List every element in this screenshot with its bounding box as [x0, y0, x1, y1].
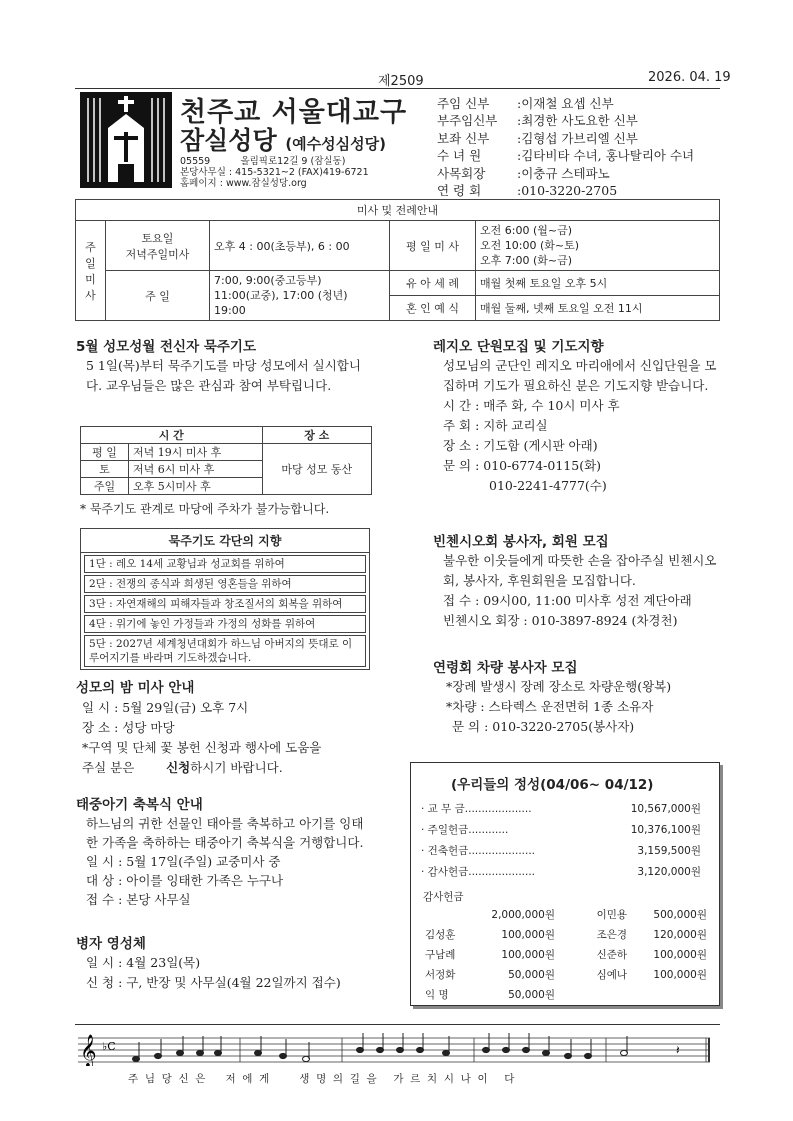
- blessing-body: 하느님의 귀한 선물인 태아를 축복하고 아기를 잉태 한 가족을 축하하는 태중아기 축복식을 거행합니다. 일 시 : 5월 17일(주일) 교중미사 중 대 상 : 아이를 잉태한 가족은 누구나 접 수 : 본당 사무실: [86, 816, 364, 907]
- parish-name-line2: 잠실성당 (예수성심성당): [180, 126, 386, 155]
- music-lyrics: 주 님 당 신 은 저 에 게 생 명 의 길 을 가 르 치 시 나 이 다: [128, 1073, 515, 1085]
- staff-person: 이충규 스테파노: [521, 165, 610, 181]
- sick-communion-title: 병자 영성체: [76, 936, 146, 952]
- intention-item: 3단 : 자연재해의 피해자들과 창조질서의 회복을 위하여: [84, 595, 366, 613]
- wedding-label: 혼 인 예 식: [390, 296, 476, 321]
- staff-person: 김형섭 가브리엘 신부: [521, 130, 638, 146]
- rosary-day: 토: [81, 461, 129, 478]
- vincent-body: 불우한 이웃들에게 따뜻한 손을 잡아주실 빈첸시오회, 봉사자, 후원회원을 모집합니다. 접 수 : 09시00, 11:00 미사후 성전 계단아래 빈첸시오 회장 : 010-3897-8924 (차경천): [443, 553, 717, 628]
- sick-communion-body: 일 시 : 4월 23일(목) 신 청 : 구, 반장 및 사무실(4월 22일까지 접수): [86, 955, 341, 990]
- offering-list: · 교 무 금 .................... 10,567,000원 · 주일헌금 ............ 10,376,100원 · 건축헌금 .................... 3,159,500원 · 감사헌금 .................... 3,120,000원: [421, 803, 701, 878]
- rosary-title: 5월 성모성월 전신자 묵주기도: [76, 339, 256, 355]
- sunday-mass-label: 주일 미사: [76, 221, 106, 321]
- blessing-title: 태중아기 축복식 안내: [76, 797, 203, 813]
- offering-box: [410, 762, 720, 1006]
- staff-role: 보좌 신부: [437, 130, 490, 146]
- intentions-title: 묵주기도 각단의 지향: [81, 529, 369, 553]
- rosary-intentions-box: [80, 528, 370, 670]
- staff-person: 최경한 사도요한 신부: [521, 113, 638, 129]
- music-staff: [78, 1030, 710, 1066]
- rosary-time-header: 시 간: [81, 427, 263, 444]
- parish-address: 05559 올림픽로12길 9 (잠실동): [180, 156, 346, 167]
- footer-rule: [75, 1024, 720, 1025]
- church-logo: [80, 92, 172, 188]
- issue-number: 제2509: [378, 74, 424, 89]
- yeonryeong-body: *장례 발생시 장례 장소로 차량운행(왕복) *차량 : 스타렉스 운전면허 1종 소유자 문 의 : 010-3220-2705(봉사자): [446, 679, 672, 734]
- staff-person: 이재철 요셉 신부: [521, 96, 614, 111]
- legio-title: 레지오 단원모집 및 기도지향: [433, 339, 604, 355]
- sunday-label: 주 일: [106, 271, 210, 321]
- rosary-time: 오후 5시미사 후: [129, 478, 263, 495]
- staff-list: 주임 신부 : 이재철 요셉 신부 부주임신부 : 최경한 사도요한 신부 보좌 신부 : 김형섭 가브리엘 신부 수 녀 원 : 김타비타 수녀, 홍나탈리아 수녀 사목회장 : 이충규 스테파노 연 령 회 : 010-3220-2705: [437, 96, 695, 199]
- svg-text:♭C: ♭C: [102, 1040, 116, 1053]
- weekday-label: 평 일 미 사: [390, 221, 476, 271]
- sunday-times: 7:00, 9:00(중고등부) 11:00(교중), 17:00 (청년) 19:00: [210, 271, 390, 321]
- rosary-parking-note: * 묵주기도 관계로 마당에 주차가 불가능합니다.: [80, 502, 330, 516]
- offering-title: (우리들의 정성(04/06~ 04/12): [451, 777, 654, 793]
- staff-role: 부주임신부: [437, 113, 498, 129]
- mass-table-title: 미사 및 전례안내: [76, 200, 720, 221]
- intention-item: 5단 : 2027년 세계청년대회가 하느님 아버지의 뜻대로 이루어지기를 바라며 기도하겠습니다.: [84, 635, 366, 667]
- staff-person: 김타비타 수녀, 홍나탈리아 수녀: [521, 148, 695, 164]
- issue-date: 2026. 04. 19: [648, 70, 731, 85]
- rosary-time: 저녁 19시 미사 후: [129, 444, 263, 461]
- svg-text:𝄽: 𝄽: [676, 1043, 680, 1057]
- parish-subname: (예수성심성당): [285, 135, 386, 153]
- rosary-time: 저녁 6시 미사 후: [129, 461, 263, 478]
- staff-role: 수 녀 원: [437, 148, 482, 164]
- night-mass-title: 성모의 밤 미사 안내: [76, 680, 195, 696]
- wedding-time: 매월 둘째, 넷째 토요일 오전 11시: [476, 296, 720, 321]
- yeonryeong-title: 연령회 차량 봉사자 모집: [433, 660, 578, 676]
- parish-office-phone: 본당사무실 : 415-5321~2 (FAX)419-6721: [180, 167, 369, 178]
- header-rule: [75, 88, 720, 89]
- legio-body: 성모님의 군단인 레지오 마리애에서 신입단원을 모집하며 기도가 필요하신 분은 기도지향 받습니다. 시 간 : 매주 화, 수 10시 미사 후 주 회 : 지하 교리실 장 소 : 기도함 (게시판 아래) 문 의 : 010-6774-0115(화) 010-2241-4777(수): [443, 358, 717, 493]
- parish-name-line1: 천주교 서울대교구: [180, 97, 408, 128]
- intention-item: 2단 : 전쟁의 종식과 희생된 영혼들을 위하여: [84, 575, 366, 593]
- weekday-times: 오전 6:00 (월~금) 오전 10:00 (화~토) 오후 7:00 (화~금): [476, 221, 720, 271]
- staff-person: 010-3220-2705: [521, 183, 618, 199]
- infant-baptism-time: 매월 첫째 토요일 오후 5시: [476, 271, 720, 296]
- staff-role: 사목회장: [437, 165, 486, 181]
- infant-baptism-label: 유 아 세 례: [390, 271, 476, 296]
- intention-item: 1단 : 레오 14세 교황님과 성교회를 위하여: [84, 555, 366, 573]
- night-mass-body: 일 시 : 5월 29일(금) 오후 7시 장 소 : 성당 마당 *구역 및 단체 꽃 봉헌 신청과 행사에 도움을 주실 분은 신청하시기 바랍니다.: [82, 700, 322, 775]
- intention-item: 4단 : 위기에 놓인 가정들과 가정의 성화를 위하여: [84, 615, 366, 633]
- vincent-title: 빈첸시오회 봉사자, 회원 모집: [433, 534, 609, 550]
- rosary-schedule-table: [80, 426, 372, 495]
- thanks-label: 감사헌금: [423, 891, 464, 903]
- saturday-label: 토요일 저녁주일미사: [106, 221, 210, 271]
- staff-role: 주임 신부: [437, 96, 490, 111]
- rosary-text: 5 1일(목)부터 묵주기도를 마당 성모에서 실시합니다. 교우님들은 많은 관심과 참여 부탁립니다.: [86, 358, 361, 393]
- thanks-table: 2,000,000원 이민용 500,000원 김성훈 100,000원 조은경 120,000원 구남례 100,000원 신준하 100,000원 서정화 50,000원 심예나 100,000원 익 명 50,000원: [425, 909, 707, 1001]
- rosary-place-header: 장 소: [262, 427, 372, 444]
- parish-homepage[interactable]: 홈페이지 : www.잠실성당.org: [180, 178, 307, 189]
- rosary-day: 평 일: [81, 444, 129, 461]
- mass-schedule-table: [75, 199, 720, 321]
- saturday-times: 오후 4 : 00(초등부), 6 : 00: [210, 221, 390, 271]
- svg-text:𝄞: 𝄞: [80, 1034, 97, 1066]
- rosary-place: 마당 성모 동산: [262, 444, 372, 495]
- staff-role: 연 령 회: [437, 183, 482, 199]
- rosary-day: 주일: [81, 478, 129, 495]
